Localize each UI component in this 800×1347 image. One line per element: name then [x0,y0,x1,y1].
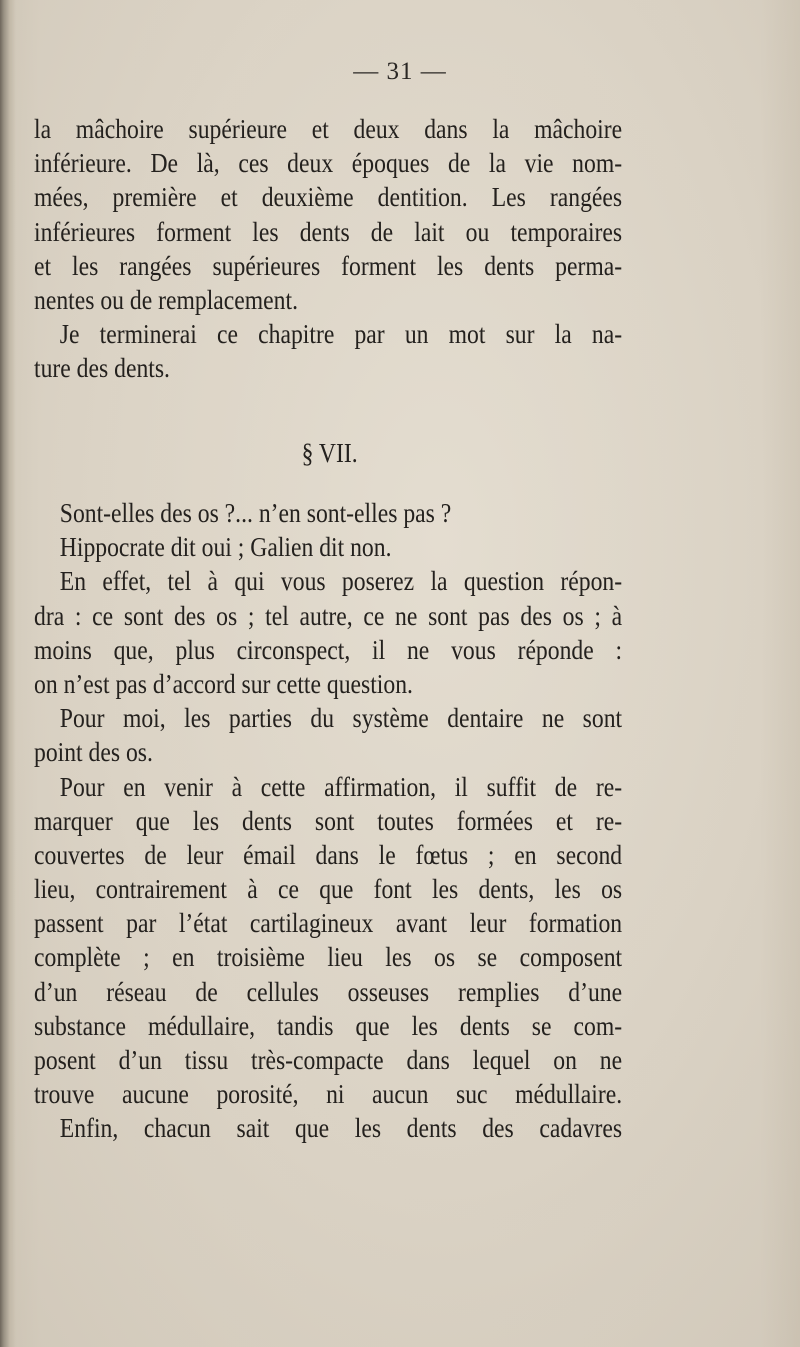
text-line: moins que, plus circonspect, il ne vous réponde : [34,633,623,665]
paragraph-4 [34,564,622,701]
page-number: — 31 — [353,58,447,85]
section-heading-text: § VII. [301,437,359,468]
text-line: Pour en venir à cette affirmation, il suffit de re- [59,770,623,802]
text-line: point des os. [34,736,153,768]
text-line: substance médullaire, tandis que les dents se com- [34,1009,623,1041]
text-line: complète ; en troisième lieu les os se composent [34,941,623,973]
text-line: et les rangées supérieures forment les dents perma- [34,249,623,281]
text-line: trouve aucune porosité, ni aucun suc médullaire. [34,1078,623,1110]
paragraph-3 [34,496,622,564]
text-line: lieu, contrairement à ce que font les dents, les os [34,873,623,905]
paragraph-2 [34,317,622,385]
paragraph-5 [34,701,622,769]
text-line: posent d’un tissu très-compacte dans lequel on ne [34,1044,623,1075]
paragraph-6 [34,770,622,1146]
text-line: passent par l’état cartilagineux avant leur formation [34,907,623,939]
text-line: mées, première et deuxième dentition. Les rangées [34,181,623,213]
text-line: couvertes de leur émail dans le fœtus ; en second [34,838,623,870]
text-line: inférieure. De là, ces deux époques de la vie nom- [34,147,623,179]
text-line: d’un réseau de cellules osseuses remplies d’une [34,975,623,1007]
text-line: nentes ou de remplacement. [34,283,298,315]
section-heading [0,437,660,469]
text-line: En effet, tel à qui vous poserez la question répon- [59,565,623,597]
page-spine-shadow [0,0,16,1347]
text-line: Pour moi, les parties du système dentaire ne sont [59,702,623,734]
text-line: Hippocrate dit oui ; Galien dit non. [59,531,392,563]
text-line: Je terminerai ce chapitre par un mot sur la na- [59,318,623,350]
text-line: Sont-elles des os ?... n’en sont-elles pas ? [59,497,452,528]
text-line: la mâchoire supérieure et deux dans la mâchoire [34,113,623,144]
text-line: Enfin, chacun sait que les dents des cadavres [59,1112,623,1144]
paragraph-1 [34,112,622,317]
text-line: on n’est pas d’accord sur cette question. [34,667,413,699]
text-line: dra : ce sont des os ; tel autre, ce ne sont pas des os ; à [34,599,623,631]
text-line: inférieures forment les dents de lait ou temporaires [34,215,623,247]
text-block-lower [34,496,622,1146]
text-line: ture des dents. [34,352,170,384]
text-block-upper [34,112,622,386]
text-line: marquer que les dents sont toutes formées et re- [34,804,623,836]
